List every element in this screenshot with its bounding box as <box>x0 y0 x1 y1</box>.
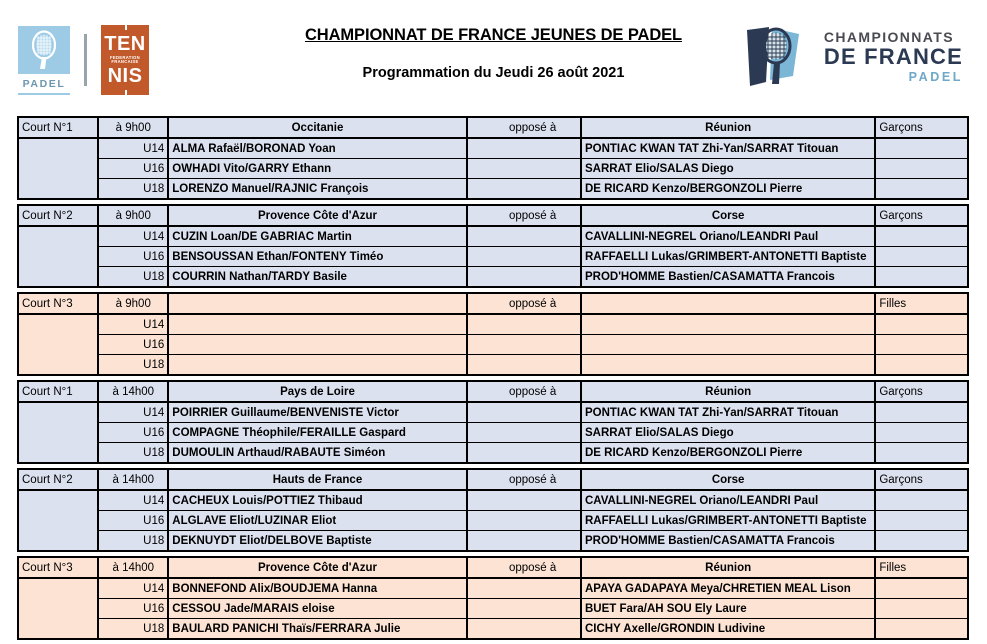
match-row <box>18 159 968 179</box>
category-label: U16 <box>98 511 168 531</box>
team-right-name: Corse <box>581 469 875 490</box>
players-right: PONTIAC KWAN TAT Zhi-Yan/SARRAT Titouan <box>581 138 875 159</box>
players-right: PONTIAC KWAN TAT Zhi-Yan/SARRAT Titouan <box>581 402 875 423</box>
category-label: U18 <box>98 443 168 464</box>
page-subtitle: Programmation du Jeudi 26 août 2021 <box>362 65 625 81</box>
spacer-cell <box>467 293 486 314</box>
padel-racket-icon <box>18 26 70 74</box>
versus-label: opposé à <box>485 117 581 138</box>
team-right-name: Réunion <box>581 117 875 138</box>
match-row <box>18 267 968 288</box>
court-merged-cell <box>18 138 98 159</box>
cdf-logo-line1: CHAMPIONNATS <box>823 29 954 46</box>
court-label: Court N°1 <box>18 117 98 138</box>
score-right-cell <box>875 490 968 511</box>
players-left <box>168 355 466 376</box>
players-left: ALMA Rafaël/BORONAD Yoan <box>168 138 466 159</box>
category-label: U16 <box>98 335 168 355</box>
page-title: CHAMPIONNAT DE FRANCE JEUNES DE PADEL <box>304 26 683 44</box>
match-row <box>18 490 968 511</box>
spacer-cell <box>467 138 486 159</box>
players-right: DE RICARD Kenzo/BERGONZOLI Pierre <box>581 443 875 464</box>
match-row <box>18 423 968 443</box>
score-left-cell <box>485 247 581 267</box>
match-block-header <box>18 205 968 226</box>
players-left: BAULARD PANICHI Thaïs/FERRARA Julie <box>168 619 466 640</box>
court-label: Court N°2 <box>18 469 98 490</box>
players-left: CACHEUX Louis/POTTIEZ Thibaud <box>168 490 466 511</box>
spacer-cell <box>467 619 486 640</box>
score-right-cell <box>875 179 968 200</box>
players-right: CAVALLINI-NEGREL Oriano/LEANDRI Paul <box>581 226 875 247</box>
match-time: à 9h00 <box>98 205 168 226</box>
players-left: COURRIN Nathan/TARDY Basile <box>168 267 466 288</box>
versus-label: opposé à <box>485 205 581 226</box>
score-right-cell <box>875 314 968 335</box>
spacer-cell <box>467 578 486 599</box>
court-merged-cell <box>18 247 98 267</box>
match-block <box>17 380 969 464</box>
score-left-cell <box>485 423 581 443</box>
gender-label: Filles <box>875 293 968 314</box>
match-time: à 14h00 <box>98 469 168 490</box>
score-right-cell <box>875 423 968 443</box>
score-right-cell <box>875 247 968 267</box>
category-label: U18 <box>98 531 168 552</box>
team-right-name <box>581 293 875 314</box>
score-left-cell <box>485 226 581 247</box>
spacer-cell <box>467 599 486 619</box>
match-block-header <box>18 117 968 138</box>
court-merged-cell <box>18 490 98 511</box>
fft-logo-line1: TEN <box>104 32 146 55</box>
team-right-name: Réunion <box>581 557 875 578</box>
spacer-cell <box>467 531 486 552</box>
score-right-cell <box>875 402 968 423</box>
spacer-cell <box>467 226 486 247</box>
team-right-name: Corse <box>581 205 875 226</box>
score-right-cell <box>875 578 968 599</box>
players-left: COMPAGNE Théophile/FERAILLE Gaspard <box>168 423 466 443</box>
court-merged-cell <box>18 335 98 355</box>
team-left-name: Provence Côte d'Azur <box>168 557 466 578</box>
score-left-cell <box>485 443 581 464</box>
category-label: U18 <box>98 355 168 376</box>
score-left-cell <box>485 138 581 159</box>
match-row <box>18 314 968 335</box>
score-right-cell <box>875 511 968 531</box>
players-left: CESSOU Jade/MARAIS eloise <box>168 599 466 619</box>
match-row <box>18 402 968 423</box>
category-label: U14 <box>98 314 168 335</box>
score-right-cell <box>875 443 968 464</box>
spacer-cell <box>467 490 486 511</box>
spacer-cell <box>467 355 486 376</box>
score-left-cell <box>485 267 581 288</box>
spacer-cell <box>467 247 486 267</box>
spacer-cell <box>467 443 486 464</box>
players-left: DEKNUYDT Eliot/DELBOVE Baptiste <box>168 531 466 552</box>
court-merged-cell <box>18 226 98 247</box>
category-label: U18 <box>98 619 168 640</box>
players-right <box>581 355 875 376</box>
category-label: U14 <box>98 578 168 599</box>
gender-label: Garçons <box>875 469 968 490</box>
players-right: CICHY Axelle/GRONDIN Ludivine <box>581 619 875 640</box>
score-left-cell <box>485 619 581 640</box>
court-merged-cell <box>18 443 98 464</box>
team-left-name: Occitanie <box>168 117 466 138</box>
category-label: U14 <box>98 138 168 159</box>
score-left-cell <box>485 578 581 599</box>
match-time: à 14h00 <box>98 381 168 402</box>
players-right: SARRAT Elio/SALAS Diego <box>581 423 875 443</box>
players-left: OWHADI Vito/GARRY Ethann <box>168 159 466 179</box>
versus-label: opposé à <box>485 293 581 314</box>
players-right: RAFFAELLI Lukas/GRIMBERT-ANTONETTI Baptiste <box>581 511 875 531</box>
fft-logo-notch-top <box>125 25 127 30</box>
match-time: à 9h00 <box>98 293 168 314</box>
versus-label: opposé à <box>485 381 581 402</box>
score-left-cell <box>485 179 581 200</box>
players-right: DE RICARD Kenzo/BERGONZOLI Pierre <box>581 179 875 200</box>
players-right: CAVALLINI-NEGREL Oriano/LEANDRI Paul <box>581 490 875 511</box>
gender-label: Garçons <box>875 117 968 138</box>
court-label: Court N°2 <box>18 205 98 226</box>
score-right-cell <box>875 599 968 619</box>
match-row <box>18 138 968 159</box>
players-left: ALGLAVE Eliot/LUZINAR Eliot <box>168 511 466 531</box>
score-left-cell <box>485 599 581 619</box>
players-right: SARRAT Elio/SALAS Diego <box>581 159 875 179</box>
padel-logo <box>18 26 70 95</box>
padel-logo-underline <box>18 93 70 95</box>
match-block <box>17 556 969 640</box>
match-block-header <box>18 293 968 314</box>
fft-logo-notch-bottom <box>125 90 127 95</box>
court-merged-cell <box>18 531 98 552</box>
players-left <box>168 335 466 355</box>
spacer-cell <box>467 205 486 226</box>
match-time: à 9h00 <box>98 117 168 138</box>
category-label: U14 <box>98 226 168 247</box>
cdf-logo-line2: DE FRANCE <box>823 44 963 70</box>
category-label: U16 <box>98 599 168 619</box>
spacer-cell <box>467 381 486 402</box>
spacer-cell <box>467 557 486 578</box>
players-left <box>168 314 466 335</box>
match-time: à 14h00 <box>98 557 168 578</box>
match-block-header <box>18 381 968 402</box>
score-right-cell <box>875 335 968 355</box>
gender-label: Garçons <box>875 205 968 226</box>
padel-logo-label: PADEL <box>22 77 66 90</box>
match-row <box>18 443 968 464</box>
court-label: Court N°1 <box>18 381 98 402</box>
players-right: PROD'HOMME Bastien/CASAMATTA Francois <box>581 267 875 288</box>
spacer-cell <box>467 314 486 335</box>
versus-label: opposé à <box>485 557 581 578</box>
score-left-cell <box>485 511 581 531</box>
spacer-cell <box>467 423 486 443</box>
court-merged-cell <box>18 402 98 423</box>
spacer-cell <box>467 402 486 423</box>
match-row <box>18 355 968 376</box>
gender-label: Filles <box>875 557 968 578</box>
fft-logo-subtitle: FEDERATION FRANCAISE <box>110 54 140 64</box>
match-row <box>18 335 968 355</box>
players-left: LORENZO Manuel/RAJNIC François <box>168 179 466 200</box>
score-left-cell <box>485 159 581 179</box>
score-left-cell <box>485 314 581 335</box>
score-left-cell <box>485 335 581 355</box>
match-row <box>18 247 968 267</box>
court-label: Court N°3 <box>18 293 98 314</box>
fft-logo-line2: NIS <box>107 65 143 88</box>
fft-tennis-logo <box>101 25 149 95</box>
players-right: PROD'HOMME Bastien/CASAMATTA Francois <box>581 531 875 552</box>
score-right-cell <box>875 531 968 552</box>
score-left-cell <box>485 531 581 552</box>
category-label: U16 <box>98 247 168 267</box>
players-right <box>581 335 875 355</box>
federation-logos <box>18 25 149 95</box>
score-right-cell <box>875 138 968 159</box>
court-merged-cell <box>18 159 98 179</box>
score-right-cell <box>875 619 968 640</box>
match-block-header <box>18 557 968 578</box>
match-block <box>17 204 969 288</box>
logo-divider <box>84 34 87 86</box>
match-block-header <box>18 469 968 490</box>
category-label: U16 <box>98 159 168 179</box>
team-right-name: Réunion <box>581 381 875 402</box>
court-merged-cell <box>18 423 98 443</box>
page-header <box>0 0 987 112</box>
score-left-cell <box>485 355 581 376</box>
cdf-logo-text <box>824 30 963 84</box>
score-left-cell <box>485 402 581 423</box>
players-left: BENSOUSSAN Ethan/FONTENY Timéo <box>168 247 466 267</box>
players-left: BONNEFOND Alix/BOUDJEMA Hanna <box>168 578 466 599</box>
category-label: U18 <box>98 267 168 288</box>
team-left-name: Provence Côte d'Azur <box>168 205 466 226</box>
match-block <box>17 116 969 200</box>
match-row <box>18 226 968 247</box>
match-row <box>18 179 968 200</box>
score-right-cell <box>875 159 968 179</box>
match-row <box>18 599 968 619</box>
spacer-cell <box>467 179 486 200</box>
category-label: U16 <box>98 423 168 443</box>
players-right: RAFFAELLI Lukas/GRIMBERT-ANTONETTI Baptiste <box>581 247 875 267</box>
spacer-cell <box>467 267 486 288</box>
players-left: POIRRIER Guillaume/BENVENISTE Victor <box>168 402 466 423</box>
spacer-cell <box>467 335 486 355</box>
court-merged-cell <box>18 619 98 640</box>
match-block <box>17 468 969 552</box>
court-merged-cell <box>18 599 98 619</box>
score-right-cell <box>875 267 968 288</box>
score-right-cell <box>875 355 968 376</box>
category-label: U14 <box>98 490 168 511</box>
court-merged-cell <box>18 355 98 376</box>
spacer-cell <box>467 117 486 138</box>
schedule-sheet <box>17 116 969 644</box>
spacer-cell <box>467 469 486 490</box>
match-row <box>18 619 968 640</box>
gender-label: Garçons <box>875 381 968 402</box>
court-label: Court N°3 <box>18 557 98 578</box>
court-merged-cell <box>18 267 98 288</box>
category-label: U14 <box>98 402 168 423</box>
championnats-de-france-logo <box>739 24 963 90</box>
players-right: BUET Fara/AH SOU Ely Laure <box>581 599 875 619</box>
players-right <box>581 314 875 335</box>
team-left-name: Pays de Loire <box>168 381 466 402</box>
court-merged-cell <box>18 511 98 531</box>
team-left-name: Hauts de France <box>168 469 466 490</box>
players-right: APAYA GADAPAYA Meya/CHRETIEN MEAL Lison <box>581 578 875 599</box>
team-left-name <box>168 293 466 314</box>
players-left: CUZIN Loan/DE GABRIAC Martin <box>168 226 466 247</box>
match-row <box>18 578 968 599</box>
court-merged-cell <box>18 179 98 200</box>
cdf-logo-line3: PADEL <box>908 70 963 85</box>
cdf-racket-icon <box>739 24 815 90</box>
match-block <box>17 292 969 376</box>
court-merged-cell <box>18 578 98 599</box>
category-label: U18 <box>98 179 168 200</box>
score-left-cell <box>485 490 581 511</box>
spacer-cell <box>467 159 486 179</box>
spacer-cell <box>467 511 486 531</box>
players-left: DUMOULIN Arthaud/RABAUTE Siméon <box>168 443 466 464</box>
match-row <box>18 531 968 552</box>
versus-label: opposé à <box>485 469 581 490</box>
match-row <box>18 511 968 531</box>
score-right-cell <box>875 226 968 247</box>
court-merged-cell <box>18 314 98 335</box>
